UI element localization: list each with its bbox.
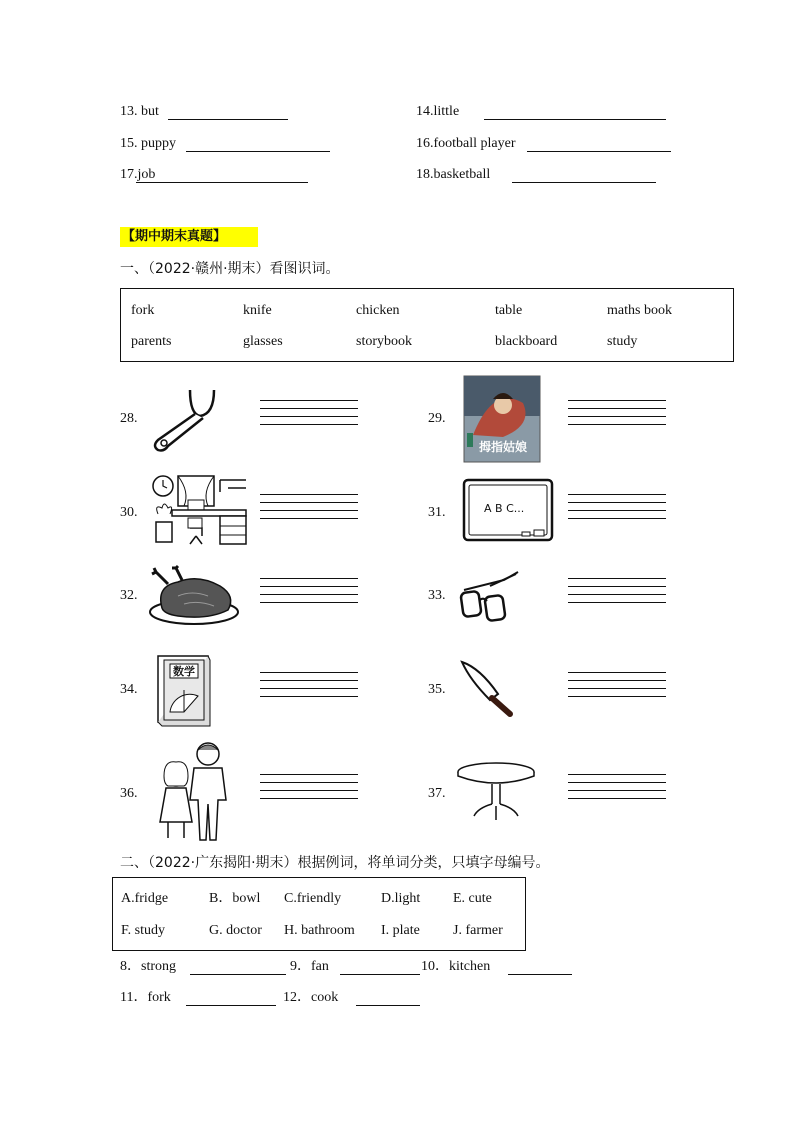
item-35-answer-lines[interactable] bbox=[568, 672, 666, 704]
options-box bbox=[112, 877, 526, 951]
question-12-label: 12．cook bbox=[283, 990, 339, 1005]
glasses-icon bbox=[460, 570, 520, 626]
option-item: F. study bbox=[121, 923, 166, 938]
item-33-number: 33. bbox=[428, 588, 446, 603]
option-item: E. cute bbox=[453, 891, 492, 906]
item-36-number: 36. bbox=[120, 786, 138, 801]
blackboard-text: A B C... bbox=[484, 502, 525, 515]
word-bank-item: storybook bbox=[356, 334, 412, 349]
word-bank-item: fork bbox=[131, 303, 155, 318]
item-32-answer-lines[interactable] bbox=[260, 578, 358, 610]
roast-chicken-icon bbox=[148, 566, 240, 626]
item-16-label: 16.football player bbox=[416, 136, 516, 151]
question-11-label: 11．fork bbox=[120, 990, 171, 1005]
option-item: I. plate bbox=[381, 923, 420, 938]
item-29-number: 29. bbox=[428, 411, 446, 426]
option-item: H. bathroom bbox=[284, 923, 355, 938]
question-9-label: 9．fan bbox=[290, 959, 329, 974]
question-10-blank[interactable] bbox=[508, 974, 572, 975]
table-icon bbox=[456, 760, 536, 822]
fork-icon bbox=[148, 386, 218, 452]
item-28-number: 28. bbox=[120, 411, 138, 426]
item-35-number: 35. bbox=[428, 682, 446, 697]
option-item: C.friendly bbox=[284, 891, 342, 906]
storybook-cover-text: 拇指姑娘 bbox=[478, 440, 528, 454]
option-item: B．bowl bbox=[209, 891, 261, 906]
question-9-blank[interactable] bbox=[340, 974, 420, 975]
item-31-answer-lines[interactable] bbox=[568, 494, 666, 526]
word-bank-item: study bbox=[607, 334, 638, 349]
word-bank-item: blackboard bbox=[495, 334, 558, 349]
item-30-number: 30. bbox=[120, 505, 138, 520]
item-31-number: 31. bbox=[428, 505, 446, 520]
question-8-label: 8．strong bbox=[120, 959, 176, 974]
item-34-answer-lines[interactable] bbox=[260, 672, 358, 704]
question-8-blank[interactable] bbox=[190, 974, 286, 975]
parents-icon bbox=[156, 740, 232, 844]
item-17-label: 17.job bbox=[120, 167, 156, 182]
item-15-blank[interactable] bbox=[186, 151, 330, 152]
question-10-label: 10．kitchen bbox=[421, 959, 491, 974]
item-32-number: 32. bbox=[120, 588, 138, 603]
item-14-label: 14.little bbox=[416, 104, 460, 119]
blackboard-icon bbox=[462, 478, 558, 546]
word-bank-item: chicken bbox=[356, 303, 400, 318]
item-16-blank[interactable] bbox=[527, 151, 671, 152]
question-11-blank[interactable] bbox=[186, 1005, 276, 1006]
maths-book-cover-text: 数学 bbox=[173, 665, 195, 678]
item-18-label: 18.basketball bbox=[416, 167, 491, 182]
study-room-icon bbox=[150, 474, 248, 546]
item-13-label: 13. but bbox=[120, 104, 159, 119]
word-bank-item: knife bbox=[243, 303, 272, 318]
item-37-number: 37. bbox=[428, 786, 446, 801]
item-13-blank[interactable] bbox=[168, 119, 288, 120]
word-bank-item: glasses bbox=[243, 334, 283, 349]
storybook-icon bbox=[463, 375, 541, 463]
item-37-answer-lines[interactable] bbox=[568, 774, 666, 806]
question-12-blank[interactable] bbox=[356, 1005, 420, 1006]
word-bank-item: table bbox=[495, 303, 523, 318]
word-bank-box bbox=[120, 288, 734, 362]
item-18-blank[interactable] bbox=[512, 182, 656, 183]
part1-heading: 一、（2022·赣州·期末）看图识词。 bbox=[120, 261, 340, 277]
word-bank-item: parents bbox=[131, 334, 172, 349]
option-item: D.light bbox=[381, 891, 421, 906]
part2-heading: 二、（2022·广东揭阳·期末）根据例词，将单词分类，只填字母编号。 bbox=[120, 855, 550, 871]
word-bank-item: maths book bbox=[607, 303, 672, 318]
maths-book-icon bbox=[154, 652, 212, 728]
item-29-answer-lines[interactable] bbox=[568, 400, 666, 432]
item-33-answer-lines[interactable] bbox=[568, 578, 666, 610]
item-30-answer-lines[interactable] bbox=[260, 494, 358, 526]
section-tag: 【期中期末真题】 bbox=[120, 227, 258, 247]
item-36-answer-lines[interactable] bbox=[260, 774, 358, 806]
item-14-blank[interactable] bbox=[484, 119, 666, 120]
option-item: G. doctor bbox=[209, 923, 262, 938]
option-item: J. farmer bbox=[453, 923, 503, 938]
item-15-label: 15. puppy bbox=[120, 136, 176, 151]
option-item: A.fridge bbox=[121, 891, 169, 906]
item-17-blank[interactable] bbox=[136, 182, 308, 183]
item-28-answer-lines[interactable] bbox=[260, 400, 358, 432]
item-34-number: 34. bbox=[120, 682, 138, 697]
knife-icon bbox=[460, 660, 516, 718]
